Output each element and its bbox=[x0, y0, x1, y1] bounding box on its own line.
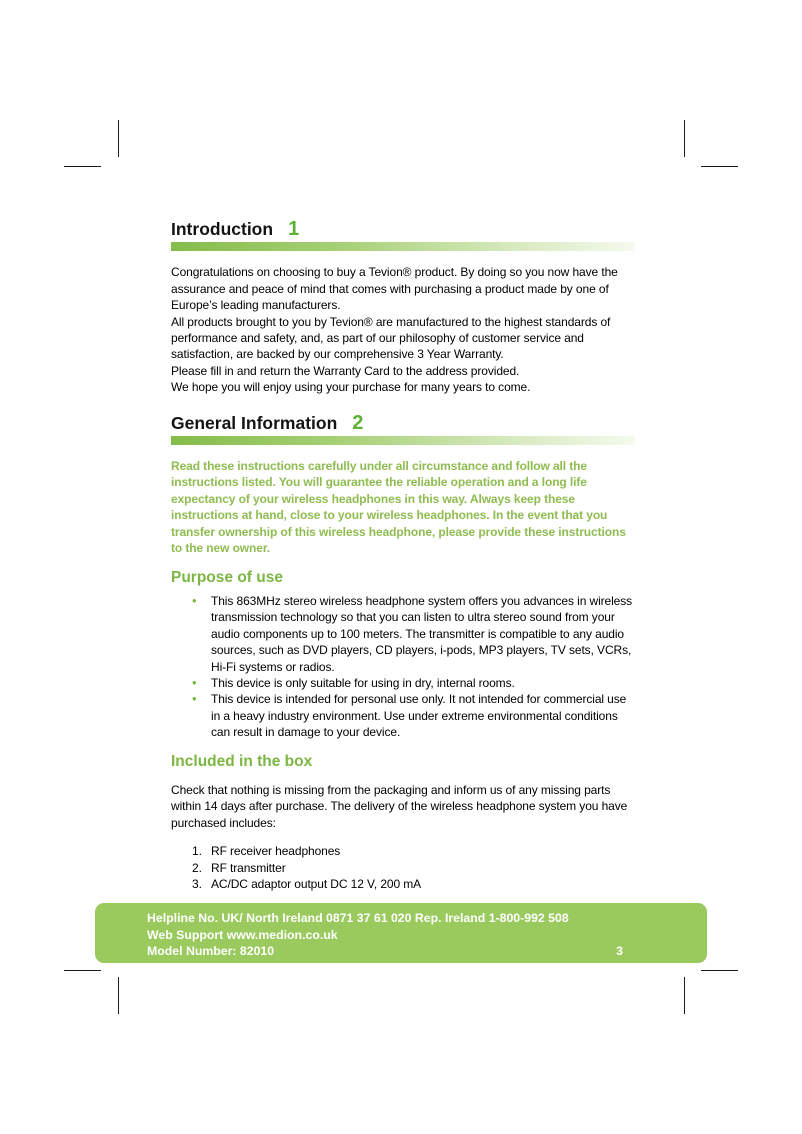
crop-mark-top-left-horizontal bbox=[64, 166, 101, 167]
section-header-general-information bbox=[171, 411, 635, 434]
item-number: 1. bbox=[192, 844, 202, 859]
subheading-included-in-the-box: Included in the box bbox=[171, 752, 313, 770]
page-content bbox=[171, 218, 635, 892]
subheading-purpose-of-use: Purpose of use bbox=[171, 568, 283, 586]
bullet-icon: • bbox=[192, 691, 197, 707]
footer-helpline: Helpline No. UK/ North Ireland 0871 37 61 020 Rep. Ireland 1-800-992 508 bbox=[147, 911, 569, 925]
item-number: 2. bbox=[192, 860, 202, 875]
footer-page-number: 3 bbox=[616, 944, 623, 959]
section-number-2: 2 bbox=[352, 411, 364, 434]
numbered-item bbox=[192, 843, 635, 859]
notice-text: Read these instructions carefully under all circumstance and follow all the instructions listed. You will guarantee the reliable operation and a long life expectancy of your wireless headphones in this way. Always keep these instructions at hand, close to your wireless headphones. In the event that you transfer ownership of this wireless headphone, please provide these instructions to the new owner. bbox=[171, 459, 626, 556]
footer-model-number: Model Number: 82010 bbox=[147, 944, 275, 959]
crop-mark-bottom-right-horizontal bbox=[701, 970, 738, 971]
section-title-general-information: General Information bbox=[171, 412, 338, 433]
body-paragraph: Please fill in and return the Warranty Card to the address provided. bbox=[171, 363, 520, 378]
section-divider-bar-1 bbox=[171, 242, 635, 251]
footer-bar bbox=[95, 903, 707, 963]
bullet-text: This device is intended for personal use only. It not intended for commercial use in a heavy industry environment. Use under extreme environmental conditions can result in damage to your device. bbox=[211, 692, 627, 740]
crop-mark-bottom-right-vertical bbox=[684, 977, 685, 1014]
crop-mark-bottom-left-vertical bbox=[118, 977, 119, 1014]
item-text: RF receiver headphones bbox=[211, 844, 341, 859]
purpose-bullet-list bbox=[171, 593, 635, 741]
included-intro-text: Check that nothing is missing from the packaging and inform us of any missing parts within 14 days after purchase. The delivery of the wireless headphone system you have purchased includes: bbox=[171, 782, 628, 830]
crop-mark-bottom-left-horizontal bbox=[64, 970, 101, 971]
bullet-item bbox=[171, 691, 635, 740]
body-paragraph: All products brought to you by Tevion® are manufactured to the highest standards of performance and safety, and, as part of our philosophy of customer service and satisfaction, are backed by our comprehensive 3 Year Warranty. bbox=[171, 314, 611, 362]
crop-mark-top-right-horizontal bbox=[701, 166, 738, 167]
bullet-icon: • bbox=[192, 592, 197, 608]
section-number-1: 1 bbox=[288, 218, 300, 240]
bullet-text: This device is only suitable for using in dry, internal rooms. bbox=[211, 675, 515, 690]
numbered-item bbox=[192, 860, 635, 876]
footer-model-line bbox=[147, 943, 623, 960]
section-title-introduction: Introduction bbox=[171, 219, 274, 239]
footer-web-support: Web Support www.medion.co.uk bbox=[147, 927, 338, 942]
section-divider-bar-2 bbox=[171, 436, 635, 445]
crop-mark-top-left-vertical bbox=[118, 120, 119, 157]
item-text: AC/DC adaptor output DC 12 V, 200 mA bbox=[211, 877, 422, 891]
bullet-icon: • bbox=[192, 674, 197, 690]
item-text: RF transmitter bbox=[211, 860, 286, 875]
included-numbered-list bbox=[171, 843, 635, 892]
bullet-item bbox=[171, 675, 635, 691]
numbered-item bbox=[192, 876, 635, 892]
body-paragraph: Congratulations on choosing to buy a Tevion® product. By doing so you now have the assurance and peace of mind that comes with purchasing a product made by one of Europe’s leading manufacturers. bbox=[171, 265, 618, 313]
item-number: 3. bbox=[192, 877, 202, 891]
section-header-introduction bbox=[171, 218, 635, 240]
bullet-item bbox=[171, 593, 635, 675]
introduction-body bbox=[171, 264, 635, 395]
bullet-text: This 863MHz stereo wireless headphone system offers you advances in wireless transmission technology so that you can listen to ultra stereo sound from your audio components up to 100 meters. The transmitter is compatible to any audio sources, such as DVD players, CD players, i-pods, MP3 players, TV sets, VCRs, Hi-Fi systems or radios. bbox=[211, 593, 633, 674]
body-paragraph: We hope you will enjoy using your purchase for many years to come. bbox=[171, 380, 531, 395]
crop-mark-top-right-vertical bbox=[684, 120, 685, 157]
